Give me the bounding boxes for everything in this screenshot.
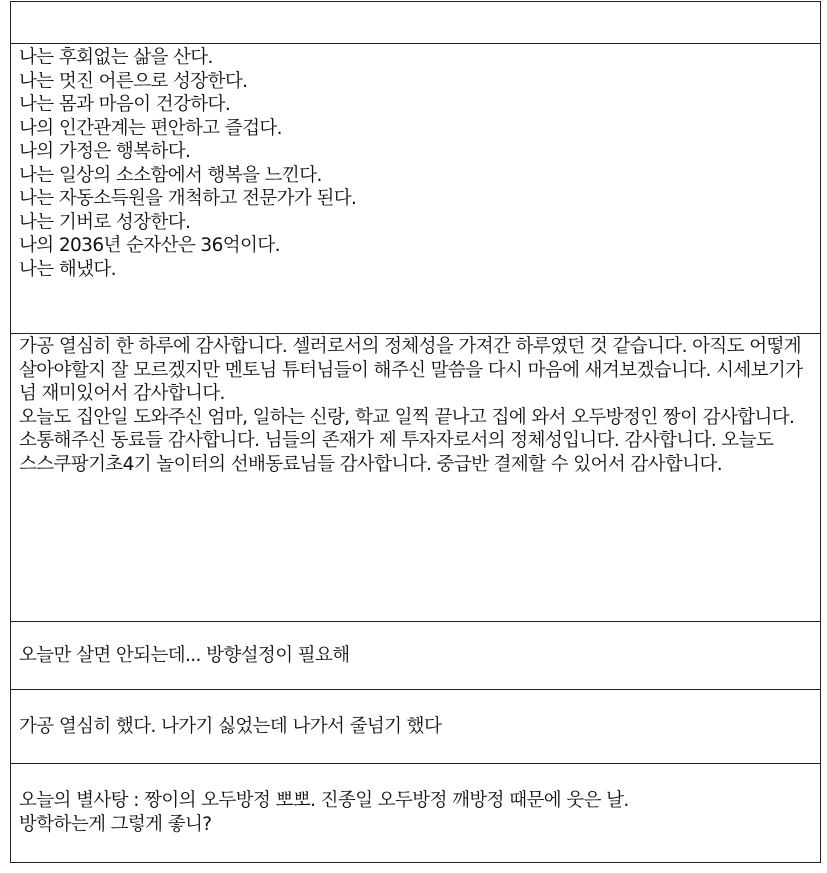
sweet-moment-line: 오늘의 별사탕 : 짱이의 오두방정 뽀뽀. 진종일 오두방정 깨방정 때문에 웃은 날. <box>19 790 629 811</box>
affirmations-row <box>11 44 820 334</box>
reflection-row <box>11 622 820 690</box>
affirmation-line: 나의 가정은 행복하다. <box>19 141 191 162</box>
gratitude-row <box>11 334 820 622</box>
affirmation-line: 나는 기버로 성장한다. <box>19 211 191 233</box>
sweet-moment-row <box>11 764 820 862</box>
affirmation-line: 나는 후회없는 삶을 산다. <box>19 47 213 68</box>
affirmation-line: 나의 인간관계는 편안하고 즐겁다. <box>19 117 282 139</box>
done-today-text: 가공 열심히 했다. 나가기 싫었는데 나가서 줄넘기 했다 <box>19 715 442 737</box>
affirmation-line: 나는 멋진 어른으로 성장한다. <box>19 70 248 92</box>
header-row <box>11 2 820 44</box>
affirmation-line: 나는 해냈다. <box>19 258 116 280</box>
gratitude-paragraph-2: 오늘도 집안일 도와주신 엄마, 일하는 신랑, 학교 일찍 끝나고 집에 와서 오두방정인 짱이 감사합니다. 소통해주신 동료들 감사합니다. 님들의 존재가 제 투자자로서의 정체성입니다. 감사합니다. 오늘도 스스쿠팡기초4기 놀이터의 선배동료님들 감사합니다. 중급반 결제할 수 있어서 감사합니다. <box>19 406 795 475</box>
journal-table <box>10 1 821 863</box>
affirmation-line: 나는 일상의 소소함에서 행복을 느낀다. <box>19 164 322 186</box>
reflection-text: 오늘만 살면 안되는데... 방향설정이 필요해 <box>19 644 350 666</box>
affirmation-line: 나는 자동소득원을 개척하고 전문가가 된다. <box>19 188 357 209</box>
gratitude-paragraph-1: 가공 열심히 한 하루에 감사합니다. 셀러로서의 정체성을 가져간 하루였던 것 같습니다. 아직도 어떻게 살아야할지 잘 모르겠지만 멘토님 튜터님들이 해주신 말씀을 다시 마음에 새겨보겠습니다. 시세보기가 넘 재미있어서 감사합니다. <box>19 336 803 404</box>
done-today-row <box>11 690 820 764</box>
affirmation-line: 나의 2036년 순자산은 36억이다. <box>19 235 280 256</box>
sweet-moment-line: 방학하는게 그렇게 좋니? <box>19 813 212 835</box>
affirmation-line: 나는 몸과 마음이 건강하다. <box>19 94 231 115</box>
